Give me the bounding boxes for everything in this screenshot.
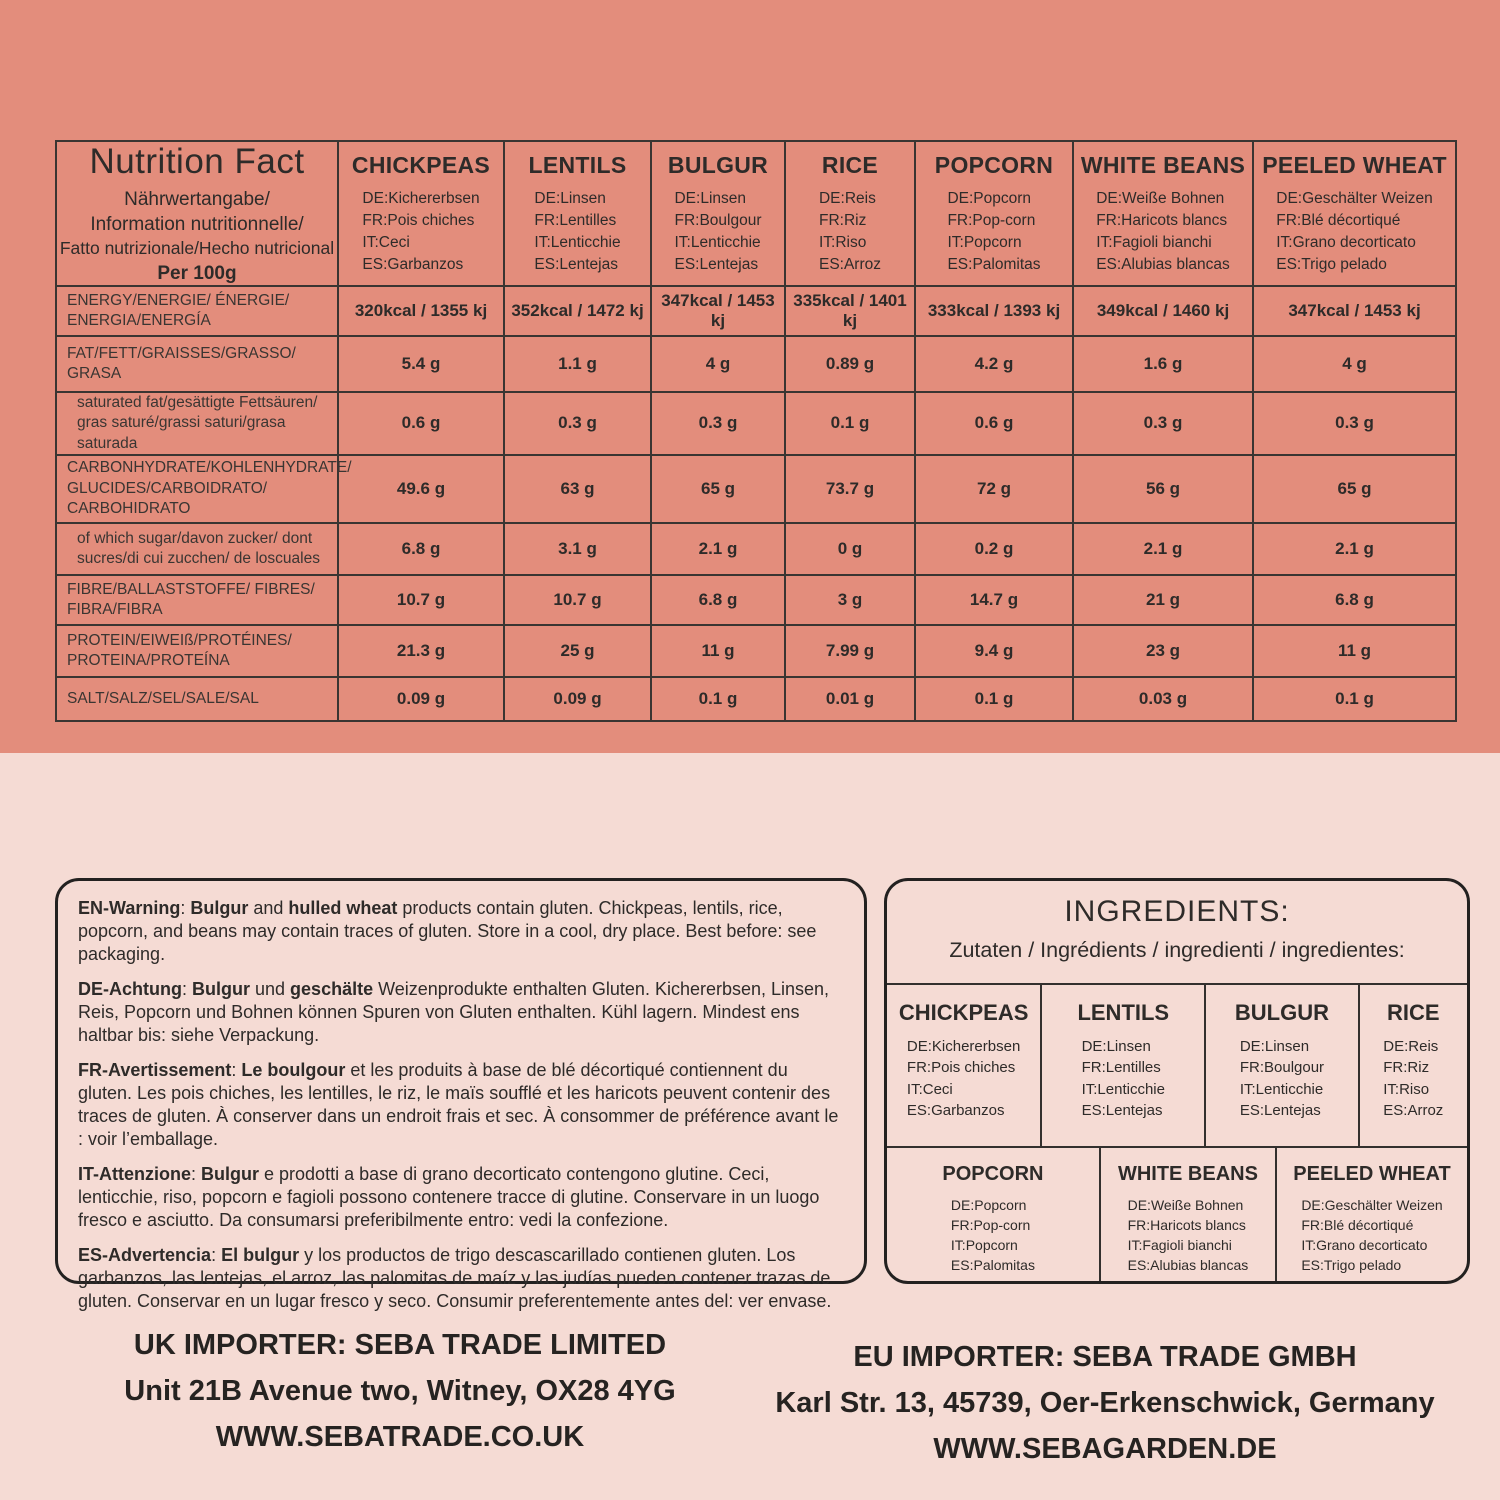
nutrition-row-salt bbox=[56, 677, 1456, 721]
nutrition-row-protein bbox=[56, 625, 1456, 677]
value-cell: 11 g bbox=[651, 625, 785, 677]
table-header-row bbox=[56, 141, 1456, 286]
product-translations: DE:Linsen FR:Lentilles IT:Lenticchie ES:Lentejas bbox=[534, 189, 621, 273]
value-cell: 320kcal / 1355 kj bbox=[338, 286, 504, 336]
product-column-lentils bbox=[504, 141, 651, 286]
product-translations: DE:Geschälter Weizen FR:Blé décortiqué IT:Grano decorticato ES:Trigo pelado bbox=[1276, 189, 1433, 273]
value-cell: 4.2 g bbox=[915, 336, 1073, 392]
value-cell: 21.3 g bbox=[338, 625, 504, 677]
value-cell: 72 g bbox=[915, 455, 1073, 523]
value-cell: 23 g bbox=[1073, 625, 1253, 677]
value-cell: 10.7 g bbox=[338, 575, 504, 625]
value-cell: 6.8 g bbox=[1253, 575, 1456, 625]
value-cell: 3.1 g bbox=[504, 523, 651, 575]
product-translations: DE:Reis FR:Riz IT:Riso ES:Arroz bbox=[818, 189, 881, 273]
row-label: saturated fat/gesättigte Fettsäuren/ gras saturé/grassi saturi/grasa saturada bbox=[56, 392, 338, 454]
eu-importer-name: EU IMPORTER: SEBA TRADE GMBH bbox=[853, 1341, 1357, 1373]
value-cell: 0.1 g bbox=[785, 392, 915, 454]
ingredients-header bbox=[887, 881, 1467, 983]
product-column-bulgur bbox=[651, 141, 785, 286]
row-label: of which sugar/davon zucker/ dont sucres/di cui zucchen/ de loscuales bbox=[56, 523, 338, 575]
value-cell: 0.01 g bbox=[785, 677, 915, 721]
value-cell: 0.3 g bbox=[651, 392, 785, 454]
uk-importer-name: UK IMPORTER: SEBA TRADE LIMITED bbox=[133, 1329, 667, 1361]
value-cell: 333kcal / 1393 kj bbox=[915, 286, 1073, 336]
row-label: CARBONHYDRATE/KOHLENHYDRATE/ GLUCIDES/CARBOIDRATO/ CARBOHIDRATO bbox=[56, 455, 338, 523]
nutrition-row-carbohydrate bbox=[56, 455, 1456, 523]
value-cell: 7.99 g bbox=[785, 625, 915, 677]
per-100g-label: Per 100g bbox=[157, 263, 237, 285]
value-cell: 0.03 g bbox=[1073, 677, 1253, 721]
value-cell: 9.4 g bbox=[915, 625, 1073, 677]
warning-paragraph-de: DE-Achtung: Bulgur und geschälte Weizenprodukte enthalten Gluten. Kichererbsen, Linsen, Reis, Popcorn und Bohnen können Spuren von Gluten enthalten. Kühl lagern. Mindest ens haltbar bis: siehe Verpackung. bbox=[78, 979, 830, 1046]
value-cell: 0.6 g bbox=[338, 392, 504, 454]
value-cell: 6.8 g bbox=[651, 575, 785, 625]
value-cell: 2.1 g bbox=[651, 523, 785, 575]
ingredient-cell-peeled-wheat: PEELED WHEAT DE:Geschälter Weizen FR:Blé décortiqué IT:Grano decorticato ES:Trigo pelado bbox=[1275, 1148, 1467, 1281]
ingredient-cell-popcorn: POPCORN DE:Popcorn FR:Pop-corn IT:Popcorn ES:Palomitas bbox=[942, 1163, 1044, 1273]
row-label: ENERGY/ENERGIE/ ÉNERGIE/ ENERGIA/ENERGÍA bbox=[56, 286, 338, 336]
value-cell: 347kcal / 1453 kj bbox=[651, 286, 785, 336]
warning-paragraph-it: IT-Attenzione: Bulgur e prodotti a base di grano decorticato contengono glutine. Ceci, lenticchie, riso, popcorn e fagioli possono contenere tracce di glutine. Conservare in un luogo fresco e asciutto. Da consumarsi preferibilmente entro: vedi la confezione. bbox=[78, 1164, 820, 1231]
product-translations: DE:Kichererbsen FR:Pois chiches IT:Ceci ES:Garbanzos bbox=[362, 189, 480, 273]
value-cell: 0.09 g bbox=[504, 677, 651, 721]
product-column-popcorn bbox=[915, 141, 1073, 286]
value-cell: 2.1 g bbox=[1073, 523, 1253, 575]
warning-paragraph-es: ES-Advertencia: El bulgur y los productos de trigo descascarillado contienen gluten. Los garbanzos, las lentejas, el arroz, las palomitas de maíz y las judías pueden contener trazas de gluten. Conservar en un lugar fresco y seco. Consumir preferentemente antes del: ver envase. bbox=[78, 1245, 832, 1312]
ingredient-cell-rice: RICE DE:Reis FR:Riz IT:Riso ES:Arroz bbox=[1358, 985, 1467, 1146]
product-name: PEELED WHEAT bbox=[1262, 151, 1447, 178]
warnings-box bbox=[55, 878, 867, 1312]
value-cell: 352kcal / 1472 kj bbox=[504, 286, 651, 336]
value-cell: 0.2 g bbox=[915, 523, 1073, 575]
value-cell: 0.6 g bbox=[915, 392, 1073, 454]
value-cell: 49.6 g bbox=[338, 455, 504, 523]
value-cell: 56 g bbox=[1073, 455, 1253, 523]
value-cell: 0 g bbox=[785, 523, 915, 575]
value-cell: 1.6 g bbox=[1073, 336, 1253, 392]
value-cell: 0.3 g bbox=[1073, 392, 1253, 454]
value-cell: 63 g bbox=[504, 455, 651, 523]
value-cell: 3 g bbox=[785, 575, 915, 625]
uk-importer-website: WWW.SEBATRADE.CO.UK bbox=[215, 1421, 585, 1453]
value-cell: 4 g bbox=[651, 336, 785, 392]
nutrition-row-sugar bbox=[56, 523, 1456, 575]
value-cell: 14.7 g bbox=[915, 575, 1073, 625]
product-translations: DE:Popcorn FR:Pop-corn IT:Popcorn ES:Palomitas bbox=[947, 189, 1041, 273]
value-cell: 0.3 g bbox=[504, 392, 651, 454]
value-cell: 0.1 g bbox=[1253, 677, 1456, 721]
value-cell: 73.7 g bbox=[785, 455, 915, 523]
value-cell: 65 g bbox=[651, 455, 785, 523]
value-cell: 335kcal / 1401 kj bbox=[785, 286, 915, 336]
value-cell: 0.1 g bbox=[651, 677, 785, 721]
ingredients-row-2 bbox=[887, 1146, 1467, 1281]
ingredients-title: INGREDIENTS: bbox=[1064, 895, 1290, 928]
nutrition-row-saturated-fat bbox=[56, 392, 1456, 454]
table-subtitle-de: Nährwertangabe/ bbox=[124, 189, 270, 210]
uk-importer-address: Unit 21B Avenue two, Witney, OX28 4YG bbox=[124, 1375, 676, 1407]
ingredients-box bbox=[884, 878, 1470, 1284]
table-title-cell bbox=[56, 141, 338, 286]
product-translations: DE:Linsen FR:Boulgour IT:Lenticchie ES:Lentejas bbox=[674, 189, 762, 273]
product-column-rice bbox=[785, 141, 915, 286]
uk-importer-block bbox=[30, 1322, 770, 1460]
nutrition-table bbox=[55, 140, 1457, 722]
product-column-peeled-wheat bbox=[1253, 141, 1456, 286]
product-name: LENTILS bbox=[528, 151, 627, 178]
value-cell: 0.89 g bbox=[785, 336, 915, 392]
value-cell: 25 g bbox=[504, 625, 651, 677]
row-label: SALT/SALZ/SEL/SALE/SAL bbox=[56, 677, 338, 721]
value-cell: 65 g bbox=[1253, 455, 1456, 523]
table-title: Nutrition Fact bbox=[89, 142, 305, 181]
product-column-white-beans bbox=[1073, 141, 1253, 286]
row-label: FAT/FETT/GRAISSES/GRASSO/ GRASA bbox=[56, 336, 338, 392]
eu-importer-block bbox=[752, 1334, 1458, 1472]
product-name: RICE bbox=[821, 151, 879, 178]
value-cell: 21 g bbox=[1073, 575, 1253, 625]
value-cell: 0.09 g bbox=[338, 677, 504, 721]
row-label: PROTEIN/EIWEIß/PROTÉINES/ PROTEINA/PROTEÍNA bbox=[56, 625, 338, 677]
value-cell: 11 g bbox=[1253, 625, 1456, 677]
row-label: FIBRE/BALLASTSTOFFE/ FIBRES/ FIBRA/FIBRA bbox=[56, 575, 338, 625]
ingredient-cell-white-beans: WHITE BEANS DE:Weiße Bohnen FR:Haricots blancs IT:Fagioli bianchi ES:Alubias blancas bbox=[1099, 1148, 1275, 1281]
ingredient-cell-chickpeas: CHICKPEAS DE:Kichererbsen FR:Pois chiches IT:Ceci ES:Garbanzos bbox=[898, 1000, 1029, 1119]
ingredients-subtitle: Zutaten / Ingrédients / ingredienti / ingredientes: bbox=[949, 938, 1405, 962]
ingredient-cell-bulgur: BULGUR DE:Linsen FR:Boulgour IT:Lenticchie ES:Lentejas bbox=[1204, 985, 1357, 1146]
value-cell: 10.7 g bbox=[504, 575, 651, 625]
nutrition-row-fat bbox=[56, 336, 1456, 392]
nutrition-row-energy bbox=[56, 286, 1456, 336]
value-cell: 347kcal / 1453 kj bbox=[1253, 286, 1456, 336]
value-cell: 1.1 g bbox=[504, 336, 651, 392]
warning-paragraph-en: EN-Warning: Bulgur and hulled wheat products contain gluten. Chickpeas, lentils, rice, popcorn, and beans may contain traces of gluten. Store in a cool, dry place. Best before: see packaging. bbox=[78, 898, 817, 965]
eu-importer-website: WWW.SEBAGARDEN.DE bbox=[933, 1433, 1277, 1465]
product-name: WHITE BEANS bbox=[1080, 151, 1246, 178]
value-cell: 349kcal / 1460 kj bbox=[1073, 286, 1253, 336]
value-cell: 2.1 g bbox=[1253, 523, 1456, 575]
value-cell: 5.4 g bbox=[338, 336, 504, 392]
value-cell: 4 g bbox=[1253, 336, 1456, 392]
eu-importer-address: Karl Str. 13, 45739, Oer-Erkenschwick, Germany bbox=[775, 1387, 1435, 1419]
value-cell: 6.8 g bbox=[338, 523, 504, 575]
product-translations: DE:Weiße Bohnen FR:Haricots blancs IT:Fagioli bianchi ES:Alubias blancas bbox=[1096, 189, 1230, 273]
table-subtitle-it-es: Fatto nutrizionale/Hecho nutricional bbox=[59, 238, 335, 259]
product-column-chickpeas bbox=[338, 141, 504, 286]
value-cell: 0.1 g bbox=[915, 677, 1073, 721]
product-name: BULGUR bbox=[667, 151, 769, 178]
ingredients-row-1 bbox=[887, 983, 1467, 1146]
warning-paragraph-fr: FR-Avertissement: Le boulgour et les produits à base de blé décortiqué contiennent du gluten. Les pois chiches, les lentilles, le riz, le maïs soufflé et les haricots peuvent contenir des traces de gluten. À conserver dans un endroit frais et sec. À consommer de préférence avant le : voir l’emballage. bbox=[78, 1060, 839, 1150]
product-name: POPCORN bbox=[934, 151, 1054, 178]
product-name: CHICKPEAS bbox=[351, 151, 491, 178]
nutrition-row-fibre bbox=[56, 575, 1456, 625]
ingredient-cell-lentils: LENTILS DE:Linsen FR:Lentilles IT:Lenticchie ES:Lentejas bbox=[1040, 985, 1204, 1146]
value-cell: 0.3 g bbox=[1253, 392, 1456, 454]
table-subtitle-fr: Information nutritionnelle/ bbox=[90, 214, 304, 236]
